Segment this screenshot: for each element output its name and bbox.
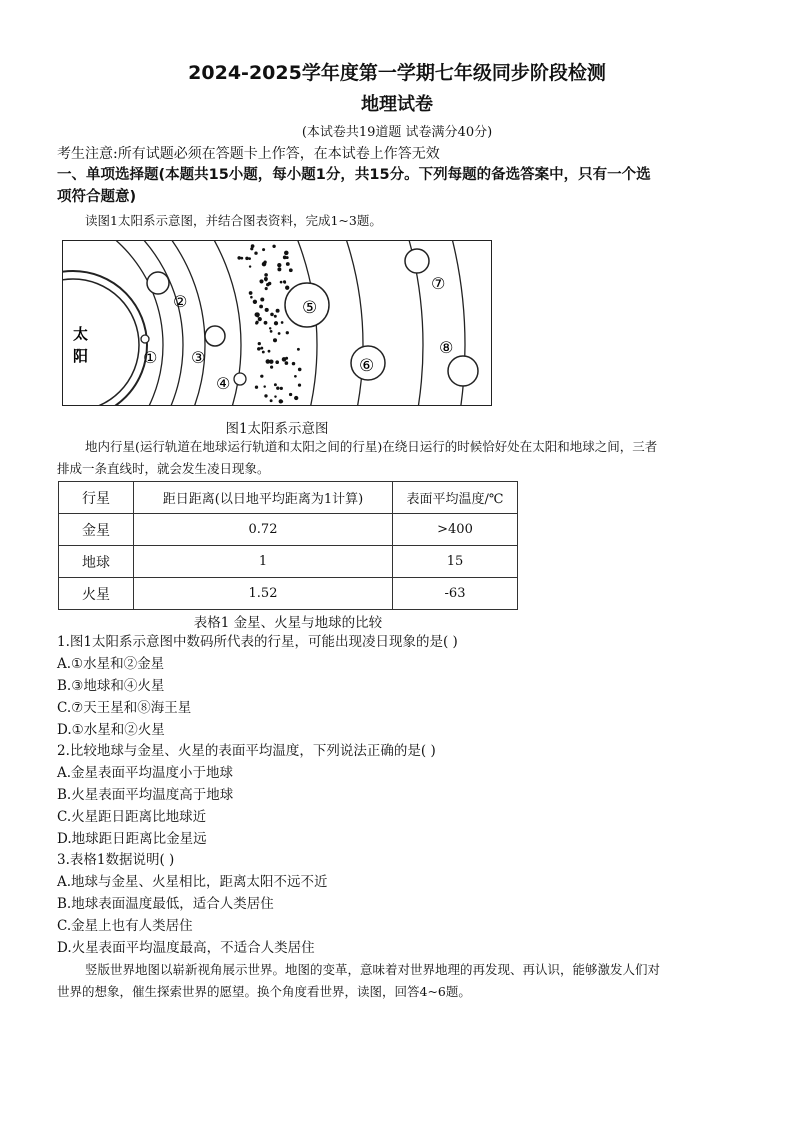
sun-label-1: 太 [73, 325, 89, 343]
planet-comparison-table [58, 481, 518, 610]
asteroid-dot [286, 256, 289, 259]
asteroid-dot [278, 332, 281, 335]
asteroid-dot [280, 400, 283, 403]
asteroid-dot [262, 351, 265, 354]
asteroid-dot [277, 263, 281, 267]
planet-label-7: ⑦ [431, 274, 446, 293]
closing-text-line1: 竖版世界地图以崭新视角展示世界。地图的变革，意味着对世界地理的再发现、再认识，能够激发人们对 [85, 962, 661, 977]
table-cell: -63 [393, 578, 518, 610]
asteroid-dot [294, 396, 298, 400]
asteroid-dot [264, 394, 267, 397]
asteroid-dot [263, 261, 266, 264]
asteroid-dot [281, 321, 284, 324]
section-heading-line2: 项符合题意) [57, 189, 137, 205]
table-cell: 1 [134, 546, 393, 578]
asteroid-dot [260, 297, 264, 301]
solar-system-figure [62, 240, 492, 406]
asteroid-dot [276, 387, 279, 390]
table-header-cell: 行星 [59, 482, 134, 514]
asteroid-dot [270, 313, 274, 317]
table-cell: 地球 [59, 546, 134, 578]
table-header-cell: 距日距离(以日地平均距离为1计算) [134, 482, 393, 514]
planet-3 [205, 326, 225, 346]
figure-caption: 图1太阳系示意图 [225, 421, 329, 437]
asteroid-dot [294, 375, 297, 378]
asteroid-dot [277, 267, 281, 271]
asteroid-dot [258, 317, 262, 321]
planet-2 [147, 272, 169, 294]
asteroid-dot [275, 360, 279, 364]
asteroid-dot [274, 315, 277, 318]
asteroid-dot [259, 305, 263, 309]
q3-option-b: B.地球表面温度最低，适合人类居住 [57, 896, 274, 912]
q1-option-b: B.③地球和④火星 [57, 678, 165, 694]
asteroid-dot [266, 283, 270, 287]
table-cell: 15 [393, 546, 518, 578]
asteroid-dot [270, 330, 273, 333]
asteroid-dot [283, 280, 286, 283]
asteroid-dot [268, 350, 271, 353]
asteroid-dot [286, 262, 290, 266]
asteroid-dot [270, 399, 273, 402]
q3-option-d: D.火星表面平均温度最高，不适合人类居住 [57, 940, 315, 956]
planet-label-4: ④ [216, 374, 231, 393]
asteroid-dot [285, 361, 289, 365]
asteroid-dot [269, 359, 273, 363]
question-3: 3.表格1数据说明( ) [57, 852, 175, 868]
asteroid-dot [298, 368, 302, 372]
asteroid-dot [250, 296, 253, 299]
asteroid-dot [274, 395, 276, 397]
transit-text [57, 436, 747, 458]
q1-option-d: D.①水星和②火星 [57, 722, 165, 738]
asteroid-dot [289, 268, 293, 272]
planet-8 [448, 356, 478, 386]
asteroid-dot [249, 265, 251, 267]
asteroid-dot [297, 348, 300, 351]
planet-label-5: ⑤ [302, 298, 318, 318]
orbit-3 [63, 241, 205, 406]
asteroid-dot [286, 331, 289, 334]
transit-text-line1: 地内行星(运行轨道在地球运行轨道和太阳之间的行星)在绕日运行的时候恰好处在太阳和地球之间，三者 [85, 439, 658, 454]
transit-text-line2: 排成一条直线时，就会发生凌日现象。 [57, 461, 270, 476]
table-header-cell: 表面平均温度/℃ [393, 482, 518, 514]
asteroid-dot [253, 300, 257, 304]
planet-7 [405, 249, 429, 273]
planet-label-6: ⑥ [359, 356, 375, 376]
figure-intro: 读图1太阳系示意图，并结合图表资料，完成1~3题。 [85, 213, 382, 228]
asteroid-dot [270, 366, 273, 369]
planet-4 [234, 373, 246, 385]
asteroid-dot [282, 357, 287, 362]
table-row [59, 546, 518, 578]
asteroid-belt [237, 244, 304, 403]
asteroid-dot [276, 309, 280, 313]
asteroid-dot [285, 286, 289, 290]
asteroid-dot [240, 257, 243, 260]
orbit-4 [63, 241, 241, 406]
planet-1 [141, 335, 149, 343]
table-row [59, 514, 518, 546]
q3-option-c: C.金星上也有人类居住 [57, 918, 193, 934]
q2-option-a: A.金星表面平均温度小于地球 [57, 765, 234, 781]
section-heading-line1: 一、单项选择题(本题共15小题，每小题1分，共15分。下列每题的备选答案中，只有一个选 [57, 167, 651, 183]
planet-label-3: ③ [191, 348, 206, 367]
planet-label-2: ② [173, 292, 188, 311]
asteroid-dot [260, 347, 263, 350]
table-cell: 金星 [59, 514, 134, 546]
asteroid-dot [264, 273, 268, 277]
table-cell: 1.52 [134, 578, 393, 610]
question-1: 1.图1太阳系示意图中数码所代表的行星，可能出现凌日现象的是( ) [57, 634, 458, 650]
planet-label-1: ① [143, 348, 158, 367]
asteroid-dot [262, 248, 265, 251]
asteroid-dot [256, 321, 259, 324]
asteroid-dot [274, 321, 278, 325]
q1-option-c: C.⑦天王星和⑧海王星 [57, 700, 192, 716]
asteroid-dot [292, 362, 296, 366]
q2-option-b: B.火星表面平均温度高于地球 [57, 787, 234, 803]
question-2: 2.比较地球与金星、火星的表面平均温度，下列说法正确的是( ) [57, 743, 436, 759]
exam-notice: 考生注意:所有试题必须在答题卡上作答，在本试卷上作答无效 [57, 146, 440, 162]
asteroid-dot [264, 321, 268, 325]
closing-text-line2: 世界的想象，催生探索世界的愿望。换个角度看世界，读图，回答4~6题。 [57, 984, 471, 999]
asteroid-dot [257, 347, 261, 351]
asteroid-dot [260, 375, 263, 378]
asteroid-dot [251, 244, 255, 248]
exam-meta: (本试卷共19道题 试卷满分40分) [301, 125, 493, 140]
sun-label-2: 阳 [73, 347, 89, 365]
asteroid-dot [263, 385, 265, 387]
q1-option-a: A.①水星和②金星 [57, 656, 165, 672]
asteroid-dot [274, 383, 277, 386]
table-cell: 0.72 [134, 514, 393, 546]
asteroid-dot [298, 383, 301, 386]
orbit-1 [63, 241, 163, 406]
q2-option-c: C.火星距日距离比地球近 [57, 809, 207, 825]
table-caption: 表格1 金星、火星与地球的比较 [193, 615, 383, 631]
asteroid-dot [258, 342, 261, 345]
asteroid-dot [255, 312, 260, 317]
asteroid-dot [284, 251, 289, 256]
asteroid-dot [289, 393, 292, 396]
asteroid-dot [255, 386, 258, 389]
asteroid-dot [259, 279, 263, 283]
asteroid-dot [249, 291, 253, 295]
table-row [59, 578, 518, 610]
asteroid-dot [269, 327, 271, 329]
asteroid-dot [265, 308, 269, 312]
table-cell: >400 [393, 514, 518, 546]
section-heading [57, 164, 747, 208]
solar-system-svg [63, 241, 492, 406]
asteroid-dot [265, 287, 268, 290]
asteroid-dot [273, 338, 277, 342]
table-cell: 火星 [59, 578, 134, 610]
orbit-2 [63, 241, 183, 406]
asteroid-dot [245, 257, 248, 260]
asteroid-dot [280, 281, 283, 284]
asteroid-dot [265, 279, 267, 281]
table-header-row [59, 482, 518, 514]
exam-title: 2024-2025学年度第一学期七年级同步阶段检测 [188, 62, 606, 84]
asteroid-dot [254, 251, 257, 254]
asteroid-dot [272, 245, 275, 248]
asteroid-dot [280, 387, 283, 390]
asteroid-dot [248, 257, 251, 260]
q3-option-a: A.地球与金星、火星相比，距离太阳不远不近 [57, 874, 328, 890]
q2-option-d: D.地球距日距离比金星远 [57, 831, 207, 847]
exam-subject: 地理试卷 [361, 94, 433, 115]
planet-label-8: ⑧ [439, 338, 454, 357]
